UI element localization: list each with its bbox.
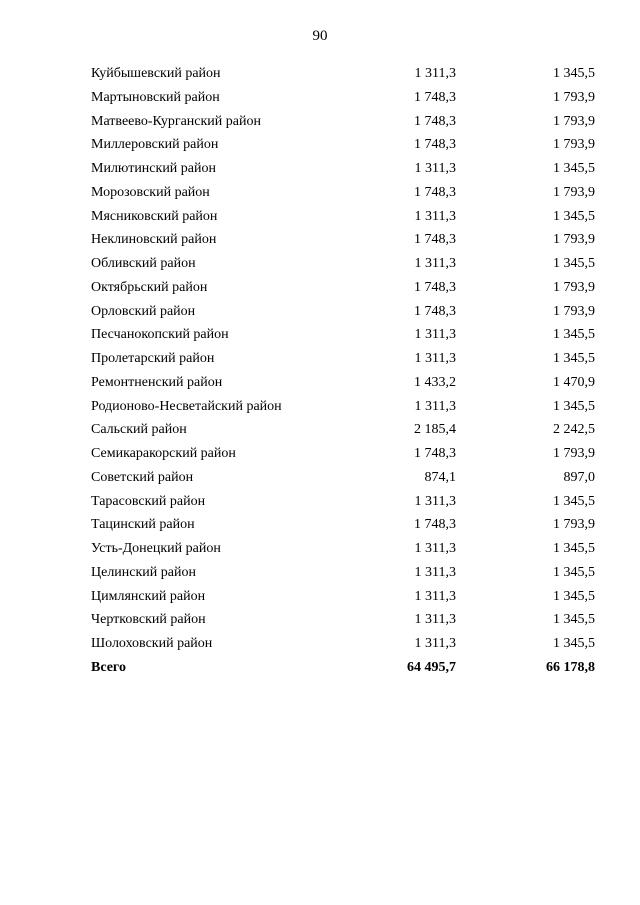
district-table — [91, 62, 595, 680]
table-row — [91, 490, 595, 514]
value-col-1: 1 311,3 — [414, 493, 456, 509]
table-row — [91, 86, 595, 110]
value-col-2: 1 793,9 — [553, 113, 595, 129]
table-row — [91, 632, 595, 656]
value-col-2: 1 345,5 — [553, 588, 595, 604]
district-name: Семикаракорский район — [91, 446, 236, 461]
district-name: Орловский район — [91, 303, 196, 319]
value-col-2: 1 793,9 — [553, 184, 595, 200]
value-col-1: 1 748,3 — [414, 232, 456, 248]
value-col-2: 1 793,9 — [553, 137, 595, 153]
value-col-2: 1 793,9 — [553, 279, 595, 295]
value-col-1: 1 748,3 — [414, 184, 456, 200]
value-col-2: 1 345,5 — [553, 351, 595, 366]
table-row — [91, 395, 595, 419]
table-row — [91, 371, 595, 395]
table-row — [91, 228, 595, 252]
value-col-2: 1 470,9 — [553, 374, 595, 390]
total-row — [91, 656, 595, 680]
value-col-2: 1 345,5 — [553, 398, 595, 414]
page-number: 90 — [312, 28, 328, 44]
value-col-2: 1 793,9 — [553, 446, 595, 461]
district-name: Куйбышевский район — [91, 66, 221, 81]
table-row — [91, 181, 595, 205]
district-name: Песчанокопский район — [91, 327, 229, 343]
value-col-1: 1 748,3 — [414, 279, 456, 295]
table-row — [91, 442, 595, 466]
district-name: Октябрьский район — [91, 279, 208, 295]
value-col-1: 1 311,3 — [414, 588, 456, 604]
table-row — [91, 323, 595, 347]
table-row — [91, 608, 595, 632]
table-row — [91, 513, 595, 537]
value-col-1: 1 748,3 — [414, 137, 456, 153]
value-col-1: 1 311,3 — [414, 541, 456, 556]
table-row — [91, 347, 595, 371]
total-value-col-2: 66 178,8 — [546, 659, 595, 675]
value-col-1: 1 748,3 — [414, 89, 456, 105]
value-col-1: 1 311,3 — [414, 636, 456, 651]
district-name: Морозовский район — [91, 184, 210, 200]
value-col-1: 1 311,3 — [414, 327, 456, 343]
table-row — [91, 62, 595, 86]
district-name: Тарасовский район — [91, 493, 206, 509]
table-row — [91, 300, 595, 324]
district-name: Цимлянский район — [91, 588, 206, 604]
table-row — [91, 133, 595, 157]
value-col-1: 874,1 — [424, 469, 456, 485]
table-row — [91, 537, 595, 561]
district-name: Неклиновский район — [91, 232, 217, 248]
value-col-2: 1 345,5 — [553, 327, 595, 343]
total-label: Всего — [91, 659, 126, 675]
table-row — [91, 205, 595, 229]
value-col-1: 1 311,3 — [414, 398, 456, 414]
district-name: Мартыновский район — [91, 89, 220, 105]
value-col-2: 1 345,5 — [553, 541, 595, 556]
district-name: Милютинский район — [91, 161, 217, 176]
value-col-1: 1 748,3 — [414, 303, 456, 319]
district-name: Тацинский район — [91, 517, 195, 533]
district-name: Усть-Донецкий район — [91, 541, 221, 556]
value-col-1: 1 748,3 — [414, 446, 456, 461]
value-col-2: 1 345,5 — [553, 66, 595, 81]
value-col-1: 1 311,3 — [414, 208, 456, 224]
total-value-col-1: 64 495,7 — [407, 659, 456, 675]
value-col-1: 1 748,3 — [414, 517, 456, 533]
district-name: Миллеровский район — [91, 137, 219, 153]
value-col-2: 897,0 — [563, 469, 595, 485]
table-row — [91, 418, 595, 442]
value-col-2: 2 242,5 — [553, 422, 595, 438]
table-row — [91, 585, 595, 609]
value-col-2: 1 793,9 — [553, 232, 595, 248]
value-col-1: 1 311,3 — [414, 161, 456, 176]
table-row — [91, 276, 595, 300]
district-name: Матвеево-Курганский район — [91, 113, 261, 129]
district-name: Родионово-Несветайский район — [91, 398, 282, 414]
table-row — [91, 110, 595, 134]
value-col-1: 1 433,2 — [414, 374, 456, 390]
value-col-1: 1 311,3 — [414, 66, 456, 81]
district-name: Советский район — [91, 469, 194, 485]
value-col-2: 1 345,5 — [553, 256, 595, 271]
district-name: Шолоховский район — [91, 636, 213, 651]
district-name: Пролетарский район — [91, 351, 215, 366]
district-name: Целинский район — [91, 564, 196, 580]
table-row — [91, 466, 595, 490]
district-name: Сальский район — [91, 422, 187, 438]
value-col-2: 1 345,5 — [553, 493, 595, 509]
value-col-2: 1 793,9 — [553, 303, 595, 319]
value-col-2: 1 345,5 — [553, 161, 595, 176]
value-col-2: 1 345,5 — [553, 208, 595, 224]
table-row — [91, 252, 595, 276]
district-name: Мясниковский район — [91, 208, 218, 224]
value-col-1: 1 311,3 — [414, 256, 456, 271]
value-col-2: 1 793,9 — [553, 89, 595, 105]
table-row — [91, 561, 595, 585]
value-col-2: 1 345,5 — [553, 636, 595, 651]
value-col-2: 1 793,9 — [553, 517, 595, 533]
value-col-1: 1 311,3 — [414, 351, 456, 366]
value-col-1: 1 311,3 — [414, 564, 456, 580]
table-row — [91, 157, 595, 181]
value-col-1: 1 748,3 — [414, 113, 456, 129]
value-col-1: 2 185,4 — [414, 422, 456, 438]
value-col-1: 1 311,3 — [414, 612, 456, 628]
value-col-2: 1 345,5 — [553, 564, 595, 580]
value-col-2: 1 345,5 — [553, 612, 595, 628]
district-name: Чертковский район — [91, 612, 206, 628]
district-name: Ремонтненский район — [91, 374, 223, 390]
district-name: Обливский район — [91, 256, 196, 271]
